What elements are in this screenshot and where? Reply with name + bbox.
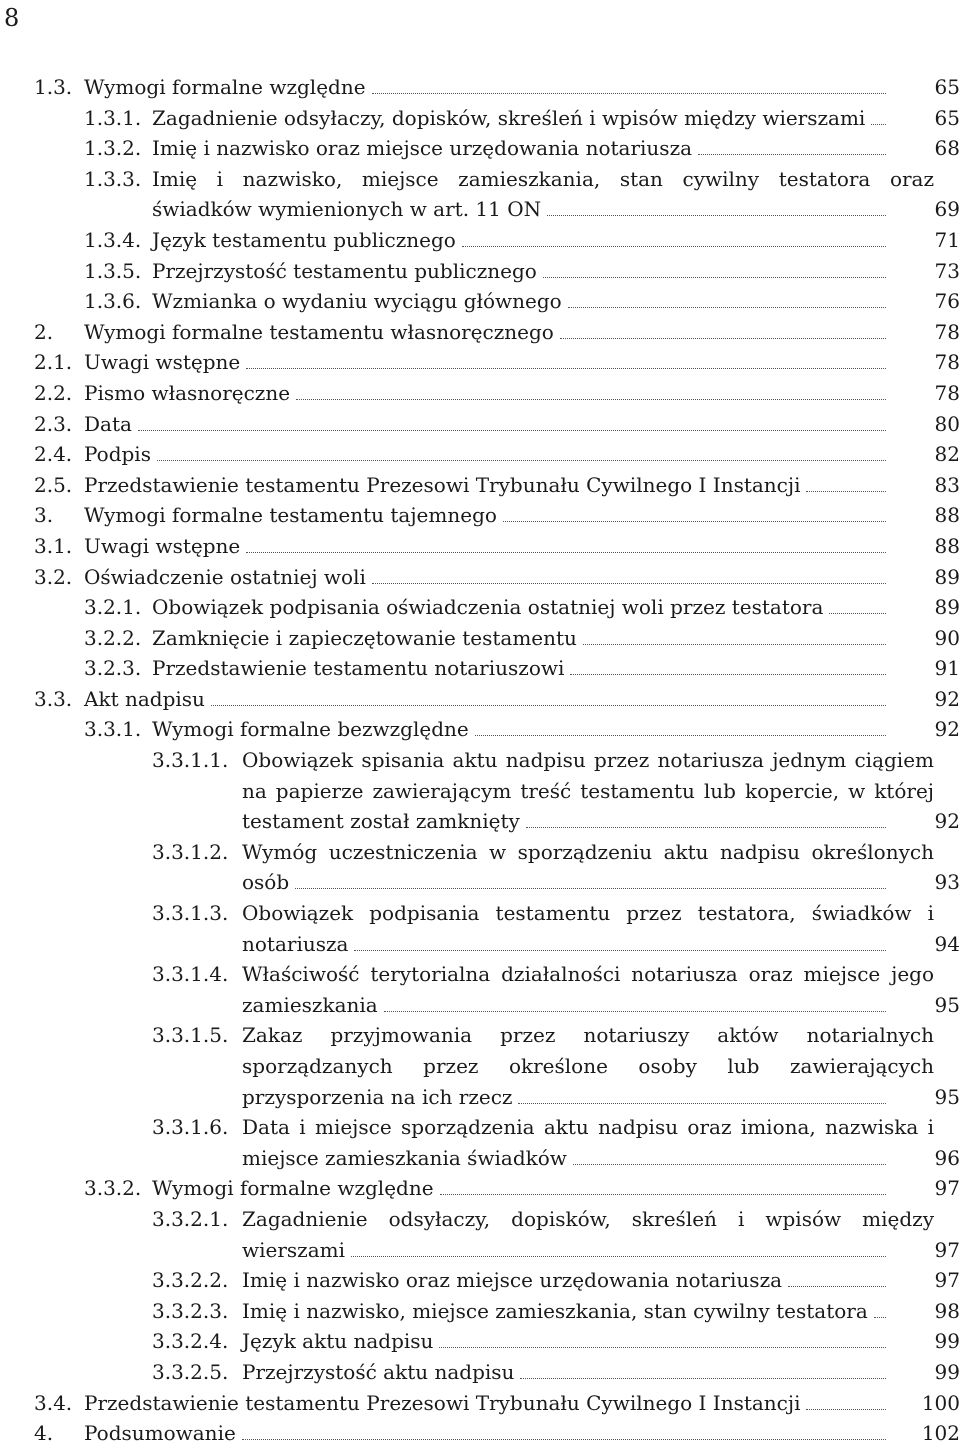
toc-entry-number: 3.3.2.1. — [152, 1206, 229, 1231]
toc-entry-page: 89 — [886, 562, 960, 593]
toc-entry-title: Data i miejsce sporządzenia aktu nadpisu oraz imiona, nazwiska i miejsce zamieszkania świadków — [242, 1115, 934, 1170]
toc-entry-number: 3.3.2.5. — [152, 1359, 229, 1384]
dot-leader — [543, 277, 898, 278]
toc-entry[interactable] — [0, 531, 960, 562]
toc-entry-title: Akt nadpisu — [84, 686, 205, 711]
toc-entry[interactable] — [0, 837, 960, 898]
toc-entry[interactable] — [0, 684, 960, 715]
dot-leader — [354, 950, 898, 951]
toc-entry-title: Wymóg uczestniczenia w sporządzeniu aktu nadpisu określonych osób — [242, 839, 934, 895]
toc-entry-number: 3.2.2. — [84, 625, 142, 650]
toc-entry-title: Imię i nazwisko oraz miejsce urzędowania notariusza — [242, 1268, 783, 1293]
toc-entry-title: Wzmianka o wydaniu wyciągu głównego — [152, 289, 562, 314]
toc-entry-title: Obowiązek spisania aktu nadpisu przez notariusza jednym ciągiem na papierze zawierającym treść testamentu lub kopercie, w której testament został zamknięty — [242, 748, 934, 834]
dot-leader — [138, 430, 898, 431]
toc-entry-number: 2.5. — [34, 472, 73, 497]
toc-entry[interactable] — [0, 317, 960, 348]
dot-leader — [296, 399, 898, 400]
toc-entry[interactable] — [0, 623, 960, 654]
toc-entry-page: 97 — [886, 1173, 960, 1204]
dot-leader — [157, 460, 898, 461]
toc-entry-number: 2.2. — [34, 380, 73, 405]
toc-entry[interactable] — [0, 562, 960, 593]
toc-entry-page: 96 — [886, 1143, 960, 1174]
dot-leader — [211, 705, 898, 706]
dot-leader — [520, 1378, 898, 1379]
dot-leader — [788, 1286, 898, 1287]
toc-entry-number: 2.4. — [34, 442, 73, 467]
toc-entry[interactable] — [0, 959, 960, 1020]
toc-entry[interactable] — [0, 378, 960, 409]
toc-entry-page: 65 — [886, 103, 960, 134]
toc-entry[interactable] — [0, 1326, 960, 1357]
toc-entry-number: 1.3.3. — [84, 166, 142, 191]
toc-entry-number: 4. — [34, 1421, 54, 1446]
toc-entry-title: Imię i nazwisko oraz miejsce urzędowania notariusza — [152, 136, 693, 161]
dot-leader — [806, 1409, 898, 1410]
toc-entry-number: 3.3.1.6. — [152, 1115, 229, 1140]
toc-entry[interactable] — [0, 439, 960, 470]
toc-entry-title: Przedstawienie testamentu notariuszowi — [152, 656, 565, 681]
toc-entry-number: 3.3.2.4. — [152, 1329, 229, 1354]
toc-entry-page: 100 — [886, 1388, 960, 1419]
dot-leader — [806, 491, 898, 492]
toc-entry[interactable] — [0, 164, 960, 225]
toc-entry-number: 3.3.1. — [84, 717, 142, 742]
dot-leader — [440, 1194, 898, 1195]
page-number: 8 — [4, 4, 20, 32]
toc-entry-title: Zagadnienie odsyłaczy, dopisków, skreśleń i wpisów między wierszami — [152, 105, 866, 130]
toc-entry-page: 94 — [886, 929, 960, 960]
toc-entry[interactable] — [0, 1388, 960, 1419]
toc-entry[interactable] — [0, 714, 960, 745]
toc-entry-number: 2.1. — [34, 350, 73, 375]
toc-entry-page: 95 — [886, 990, 960, 1021]
toc-entry-number: 3.2.3. — [84, 656, 142, 681]
toc-entry-title: Imię i nazwisko, miejsce zamieszkania, stan cywilny testatora — [242, 1298, 868, 1323]
toc-entry-number: 1.3.1. — [84, 105, 142, 130]
dot-leader — [475, 735, 898, 736]
toc-entry-title: Obowiązek podpisania oświadczenia ostatniej woli przez testatora — [152, 595, 824, 620]
toc-entry-number: 3.1. — [34, 533, 73, 558]
toc-entry-page: 80 — [886, 409, 960, 440]
toc-entry-title: Wymogi formalne testamentu tajemnego — [84, 503, 497, 528]
toc-entry[interactable] — [0, 1173, 960, 1204]
toc-entry-title: Właściwość terytorialna działalności notariusza oraz miejsce jego zamieszkania — [242, 962, 934, 1017]
toc-entry-number: 1.3.4. — [84, 227, 142, 252]
toc-entry-page: 88 — [886, 531, 960, 562]
toc-entry-number: 3.2. — [34, 564, 73, 589]
toc-entry-title: Przedstawienie testamentu Prezesowi Trybunału Cywilnego I Instancji — [84, 1390, 801, 1415]
dot-leader — [372, 93, 898, 94]
toc-entry-number: 3.3.1.5. — [152, 1023, 229, 1048]
dot-leader — [503, 521, 898, 522]
toc-entry-page: 92 — [886, 714, 960, 745]
dot-leader — [526, 827, 898, 828]
toc-entry-page: 92 — [886, 684, 960, 715]
dot-leader — [384, 1011, 898, 1012]
toc-entry-page: 71 — [886, 225, 960, 256]
toc-entry[interactable] — [0, 1265, 960, 1296]
toc-entry-number: 3.3.1.2. — [152, 839, 229, 864]
toc-entry[interactable] — [0, 745, 960, 837]
toc-entry-title: Podsumowanie — [84, 1421, 236, 1446]
toc-entry-page: 97 — [886, 1235, 960, 1266]
toc-entry[interactable] — [0, 347, 960, 378]
toc-entry-page: 76 — [886, 286, 960, 317]
toc-entry-number: 3.3.2.2. — [152, 1268, 229, 1293]
toc-entry-title: Imię i nazwisko, miejsce zamieszkania, stan cywilny testatora oraz świadków wymienionych w art. 11 ON — [152, 166, 934, 222]
dot-leader — [583, 644, 898, 645]
toc-entry-title: Język testamentu publicznego — [152, 227, 456, 252]
toc-entry-page: 93 — [886, 867, 960, 898]
toc-entry-title: Data — [84, 411, 132, 436]
toc-entry[interactable] — [0, 653, 960, 684]
dot-leader — [439, 1347, 898, 1348]
dot-leader — [570, 674, 898, 675]
toc-entry[interactable] — [0, 1112, 960, 1173]
toc-entry-page: 78 — [886, 317, 960, 348]
toc-entry-title: Wymogi formalne bezwzględne — [152, 717, 469, 742]
dot-leader — [295, 888, 898, 889]
toc-entry-title: Oświadczenie ostatniej woli — [84, 564, 366, 589]
dot-leader — [547, 215, 898, 216]
toc-entry-number: 3.4. — [34, 1390, 73, 1415]
toc-entry-page: 98 — [886, 1296, 960, 1327]
toc-entry[interactable] — [0, 133, 960, 164]
dot-leader — [568, 307, 898, 308]
toc-entry-page: 69 — [886, 194, 960, 225]
toc-entry[interactable] — [0, 286, 960, 317]
dot-leader — [246, 552, 898, 553]
toc-entry-number: 3.3. — [34, 686, 73, 711]
toc-entry-page: 89 — [886, 592, 960, 623]
toc-entry-page: 95 — [886, 1082, 960, 1113]
toc-entry-title: Pismo własnoręczne — [84, 380, 291, 405]
toc-entry-page: 78 — [886, 347, 960, 378]
toc-entry-page: 88 — [886, 500, 960, 531]
dot-leader — [560, 338, 898, 339]
toc-entry-number: 2.3. — [34, 411, 73, 436]
toc-entry-number: 3.3.1.4. — [152, 962, 229, 987]
toc-entry-title: Uwagi wstępne — [84, 533, 241, 558]
toc-entry-page: 102 — [886, 1418, 960, 1449]
toc-entry-page: 92 — [886, 806, 960, 837]
toc-entry-page: 83 — [886, 470, 960, 501]
toc-entry[interactable] — [0, 898, 960, 959]
toc-entry[interactable] — [0, 1296, 960, 1327]
dot-leader — [518, 1103, 898, 1104]
toc-entry-page: 82 — [886, 439, 960, 470]
toc-entry-title: Zamknięcie i zapieczętowanie testamentu — [152, 625, 577, 650]
toc-entry[interactable] — [0, 500, 960, 531]
toc-entry[interactable] — [0, 1357, 960, 1388]
toc-entry[interactable] — [0, 470, 960, 501]
toc-entry-page: 99 — [886, 1357, 960, 1388]
toc-entry-number: 3. — [34, 503, 54, 528]
toc-entry[interactable] — [0, 592, 960, 623]
toc-entry-title: Przedstawienie testamentu Prezesowi Trybunału Cywilnego I Instancji — [84, 472, 801, 497]
toc-entry-title: Wymogi formalne względne — [84, 75, 366, 99]
toc-entry[interactable] — [0, 1020, 960, 1112]
dot-leader — [462, 246, 898, 247]
toc-entry-title: Obowiązek podpisania testamentu przez testatora, świadków i notariusza — [242, 901, 934, 956]
toc-entry-number: 3.3.1.1. — [152, 748, 229, 773]
toc-entry-number: 1.3. — [34, 75, 73, 99]
toc-entry-number: 1.3.5. — [84, 258, 142, 283]
toc-entry[interactable] — [0, 72, 960, 103]
toc-entry-number: 3.3.2. — [84, 1176, 142, 1201]
toc-entry-title: Zagadnienie odsyłaczy, dopisków, skreśleń i wpisów między wierszami — [242, 1206, 934, 1262]
toc-entry-title: Przejrzystość aktu nadpisu — [242, 1359, 515, 1384]
toc-entry-number: 3.3.2.3. — [152, 1298, 229, 1323]
toc-entry-number: 3.3.1.3. — [152, 901, 229, 926]
toc-entry-page: 97 — [886, 1265, 960, 1296]
toc-entry-title: Wymogi formalne testamentu własnoręcznego — [84, 319, 554, 344]
toc-entry[interactable] — [0, 103, 960, 134]
toc-entry-number: 1.3.2. — [84, 136, 142, 161]
dot-leader — [372, 583, 898, 584]
toc-entry-title: Wymogi formalne względne — [152, 1176, 434, 1201]
dot-leader — [242, 1439, 898, 1440]
toc-entry-page: 65 — [886, 72, 960, 103]
toc-entry-title: Uwagi wstępne — [84, 350, 241, 375]
dot-leader — [351, 1256, 898, 1257]
toc-entry[interactable] — [0, 409, 960, 440]
dot-leader — [698, 154, 898, 155]
toc-entry[interactable] — [0, 256, 960, 287]
toc-entry[interactable] — [0, 1418, 960, 1449]
toc-entry-number: 2. — [34, 319, 54, 344]
dot-leader — [573, 1164, 898, 1165]
toc-entry-title: Zakaz przyjmowania przez notariuszy aktów notarialnych sporządzanych przez określone osoby lub zawierających przysporzenia na ich rzecz — [242, 1023, 934, 1109]
toc-entry-number: 1.3.6. — [84, 289, 142, 314]
toc-entry-title: Język aktu nadpisu — [242, 1329, 434, 1354]
toc-entry[interactable] — [0, 225, 960, 256]
toc-entry-page: 78 — [886, 378, 960, 409]
toc-entry-page: 68 — [886, 133, 960, 164]
toc-entry-page: 91 — [886, 653, 960, 684]
toc-entry-page: 99 — [886, 1326, 960, 1357]
table-of-contents — [0, 72, 960, 1449]
dot-leader — [246, 368, 898, 369]
toc-entry-page: 90 — [886, 623, 960, 654]
toc-entry-title: Przejrzystość testamentu publicznego — [152, 258, 537, 283]
toc-entry-title: Podpis — [84, 442, 151, 467]
toc-entry-page: 73 — [886, 256, 960, 287]
toc-entry-number: 3.2.1. — [84, 595, 142, 620]
toc-entry[interactable] — [0, 1204, 960, 1265]
